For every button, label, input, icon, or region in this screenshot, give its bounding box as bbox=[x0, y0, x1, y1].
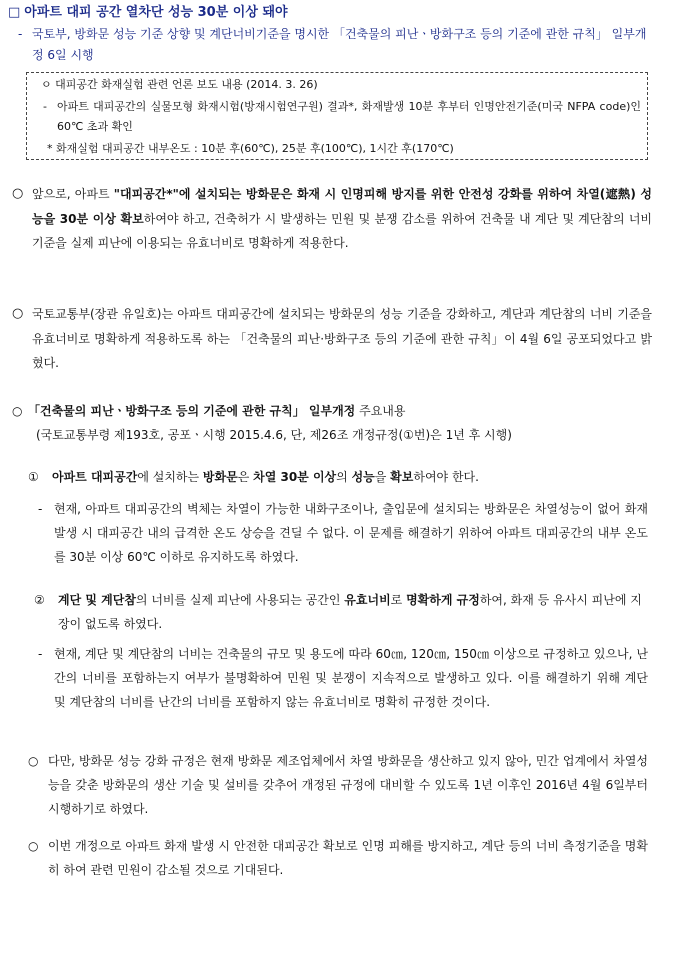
bold-run: 확보 bbox=[390, 470, 414, 484]
item-1-detail bbox=[38, 497, 648, 569]
bold-run: 차열 30분 이상 bbox=[253, 470, 337, 484]
text-run: 의 너비를 실제 피난에 사용되는 공간인 bbox=[135, 593, 345, 607]
note-line-3: * 화재실험 대피공간 내부온도 : 10분 후(60℃), 25분 후(100℃), 1시간 후(170℃) bbox=[47, 142, 454, 155]
text-run: 로 bbox=[390, 593, 407, 607]
note-line-2 bbox=[43, 97, 641, 137]
circled-number-2: ② bbox=[34, 593, 45, 607]
headline-text: 아파트 대피 공간 열차단 성능 30분 이상 돼야 bbox=[24, 5, 288, 20]
subheadline bbox=[18, 24, 658, 66]
text-run: 하여, 화재 등 유사시 피난에 지장이 없도록 하였다. bbox=[58, 593, 642, 631]
bold-run: "대피공간*"에 설치되는 방화문은 화재 시 인명피해 방지를 위한 안전성 강화를 위하여 차열(遮熱) 성능을 30분 이상 확보 bbox=[32, 187, 652, 226]
note-line-2-text: 아파트 대피공간의 실물모형 화재시험(방재시험연구원) 결과*, 화재발생 10분 후부터 인명안전기준(미국 NFPA code)인 60℃ 초과 확인 bbox=[57, 100, 641, 133]
circle-bullet-icon: ○ bbox=[12, 306, 24, 321]
text-run: 하여야 하고, 건축허가 시 발생하는 민원 및 분쟁 감소를 위하여 건축물 내 계단 및 계단참의 너비 기준을 실제 피난에 이용되는 유효너비로 명확하게 적용한다. bbox=[32, 211, 652, 250]
dash-marker: - bbox=[43, 100, 47, 113]
section-title-bold: 「건축물의 피난ㆍ방화구조 등의 기준에 관한 규칙」 일부개정 bbox=[28, 404, 356, 418]
dash-marker: - bbox=[38, 502, 43, 516]
circle-bullet-icon: ○ bbox=[28, 839, 39, 853]
text-run: 하여야 한다. bbox=[413, 470, 479, 484]
paragraph-2-text: 국토교통부(장관 유일호)는 아파트 대피공간에 설치되는 방화문의 성능 기준을 강화하고, 계단과 계단참의 너비 기준을 유효너비로 명확하게 적용하도록 하는 「건축물의 피난·방화구조 등의 기준에 관한 규칙」이 4월 6일 공포되었다고 밝혔다. bbox=[32, 307, 652, 370]
item-1-detail-text: 현재, 아파트 대피공간의 벽체는 차열이 가능한 내화구조이나, 출입문에 설치되는 방화문은 차열성능이 없어 화재 발생 시 대피공간 내의 급격한 온도 상승을 견딜 수 없다. 이 문제를 해결하기 위하여 아파트 대피공간의 내부 온도를 30분 이상 60℃ 이하로 유지하도록 하였다. bbox=[54, 502, 648, 564]
paragraph-4 bbox=[28, 834, 648, 882]
note-line-1: ㅇ 대피공간 화재실험 관련 언론 보도 내용 (2014. 3. 26) bbox=[41, 78, 318, 91]
bold-run: 명확하게 규정 bbox=[406, 593, 480, 607]
item-1-text bbox=[52, 465, 648, 489]
checkbox-square-icon: □ bbox=[8, 5, 21, 20]
circled-number-1: ① bbox=[28, 470, 39, 484]
item-2-detail bbox=[38, 642, 648, 714]
text-run: 에 설치하는 bbox=[137, 470, 203, 484]
item-2-detail-text: 현재, 계단 및 계단참의 너비는 건축물의 규모 및 용도에 따라 60㎝, 120㎝, 150㎝ 이상으로 규정하고 있으나, 난간의 너비를 포함하는지 여부가 불명확하여 민원 및 분쟁이 지속적으로 발생하고 있다. 이를 해결하기 위해 계단 및 계단참의 너비를 난간의 너비를 포함하지 않는 유효너비로 명확히 규정한 것이다. bbox=[54, 647, 648, 709]
circle-bullet-icon: ○ bbox=[12, 404, 23, 418]
bold-run: 성능 bbox=[351, 470, 375, 484]
text-run: 을 bbox=[374, 470, 391, 484]
note-box bbox=[26, 72, 648, 160]
circle-bullet-icon: ○ bbox=[12, 186, 24, 201]
text-run: 은 bbox=[237, 470, 254, 484]
dash-marker: - bbox=[18, 27, 23, 41]
subheadline-text: 국토부, 방화문 성능 기준 상향 및 계단너비기준을 명시한 「건축물의 피난ㆍ방화구조 등의 기준에 관한 규칙」 일부개정 6일 시행 bbox=[32, 27, 647, 62]
paragraph-3-text: 다만, 방화문 성능 강화 규정은 현재 방화문 제조업체에서 차열 방화문을 생산하고 있지 않아, 민간 업계에서 차열성능을 갖춘 방화문의 생산 기술 및 설비를 갖추어 개정된 규정에 대비할 수 있도록 1년 이후인 2016년 4월 6일부터 시행하기로 하였다. bbox=[48, 754, 648, 816]
paragraph-3 bbox=[28, 749, 648, 821]
bold-run: 아파트 대피공간 bbox=[52, 470, 138, 484]
dash-marker: - bbox=[38, 647, 43, 661]
section-title-rest: 주요내용 bbox=[355, 404, 406, 418]
circle-bullet-icon: ○ bbox=[28, 754, 39, 768]
paragraph-2 bbox=[12, 302, 652, 376]
item-1 bbox=[28, 465, 648, 489]
section-reference: (국토교통부령 제193호, 공포ㆍ시행 2015.4.6, 단, 제26조 개정규정(①번)은 1년 후 시행) bbox=[36, 428, 512, 442]
paragraph-1-text bbox=[32, 182, 652, 256]
text-run: 앞으로, 아파트 bbox=[32, 187, 114, 201]
item-2 bbox=[34, 588, 648, 636]
bold-run: 방화문 bbox=[202, 470, 238, 484]
headline bbox=[8, 4, 678, 22]
paragraph-4-text: 이번 개정으로 아파트 화재 발생 시 안전한 대피공간 확보로 인명 피해를 방지하고, 계단 등의 너비 측정기준을 명확히 하여 관련 민원이 감소될 것으로 기대된다. bbox=[48, 839, 648, 877]
text-run: 의 bbox=[336, 470, 352, 484]
paragraph-1 bbox=[12, 182, 652, 256]
section-heading bbox=[12, 401, 652, 422]
bold-run: 유효너비 bbox=[344, 593, 391, 607]
bold-run: 계단 및 계단참 bbox=[58, 593, 136, 607]
item-2-text bbox=[58, 588, 648, 636]
